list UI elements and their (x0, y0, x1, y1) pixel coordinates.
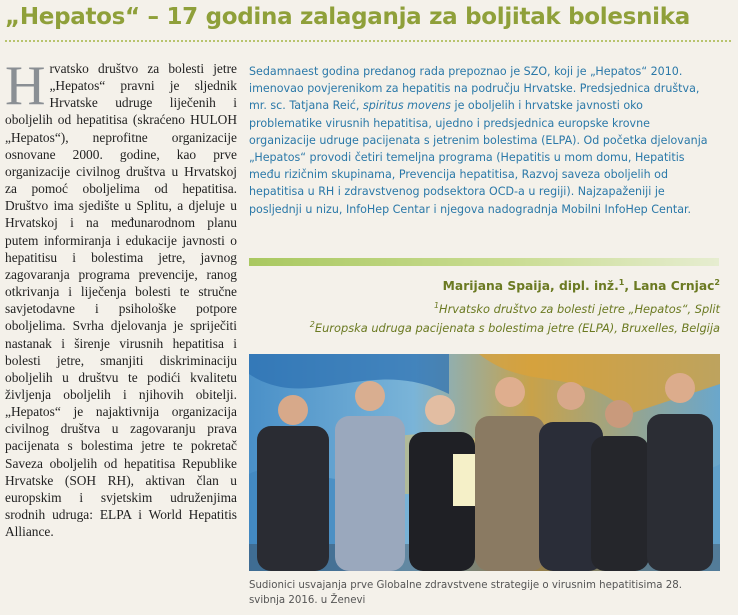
history-text-italic: spiritus movens (362, 99, 451, 113)
history-text-start: Sedamnaest godina predanog rada prepoznao je SZO, koji je „Hepatos“ 2010. imenovao povjerenikom za hepatitis na području Hrvatske. Predsjednica društva, mr. sc. Tatjana Reić, (249, 65, 700, 113)
article-title: „Hepatos“ – 17 godina zalaganja za boljitak bolesnika (5, 4, 690, 30)
photo-caption: Sudionici usvajanja prve Globalne zdravstvene strategije o virusnim hepatitisima 28. svibnja 2016. u Ženevi (249, 580, 682, 606)
author-2-sup: 2 (714, 277, 720, 287)
author-2: Lana Crnjac (633, 279, 715, 293)
author-1: Marijana Spaija, dipl. inž. (442, 279, 619, 293)
affiliation-2-text: Europska udruga pacijenata s bolestima jetre (ELPA), Bruxelles, Belgija (314, 321, 720, 335)
title-divider (5, 40, 731, 42)
history-text-end: je oboljelih i hrvatske javnosti oko problematike virusnih hepatitisa, ujedno i predsjednica europske krovne organizacije udruge pacijenata s jetrenim bolestima (ELPA). Od početka djelovanja „Hepatos“ provodi četiri temeljna programa (Hepatitis u mom domu, Hepatitis među rizičnim skupinama, Prevencija hepatitisa, Razvoj saveza oboljelih od hepatitisa u RH i zdravstvenog podsektora OCD-a u regiji). Najzapaženiji je posljednji u nizu, InfoHep Centar i njegova nadogradnja Mobilni InfoHep Centar. (249, 99, 708, 216)
affiliation-1 (249, 302, 720, 316)
green-divider-bar (249, 258, 719, 266)
author-1-sup: 1 (618, 277, 625, 287)
affiliation-2 (249, 321, 720, 335)
author-line: Marijana Spaija, dipl. inž.$^1$, Lana Crnjac$^2$ (442, 277, 720, 293)
affiliation-1-text: Hrvatsko društvo za bolesti jetre „Hepatos“, Split (439, 302, 720, 316)
intro-body: rvatsko društvo za bolesti jetre „Hepatos“ pravni je sljednik Hrvatske udruge liječenih i oboljelih od hepatitisa (skraćeno HULOH „Hepatos“), neprofitne organizacije osnovane 2000. godine, kao prve organizacije civilnog društva u Hrvatskoj za pomoć oboljelima od hepatitisa. Društvo ima sjedište u Splitu, a djeluje u Hrvatskoj i na međunarodnom planu putem informiranja i edukacije javnosti o hepatitisu i bolestima jetre, javnog zagovaranja programa prevencije, ranog otkrivanja i liječenja bolesti te stručne savjetodavne i psihološke potpore oboljelima. Svrha djelovanja je spriječiti nastanak i širenje virusnih hepatitisa i bolesti jetre, smanjiti diskriminaciju oboljelih u društvu te podići kvalitetu življenja oboljelih i njihovih obitelji. „Hepatos“ je najaktivnija organizacija civilnog društva u zagovaranju prava pacijenata s bolestima jetre te pokretač Saveza oboljelih od hepatitisa Republike Hrvatske (SOH RH), aktivan član u europskim i svjetskim udruženjima srodnih udruga: ELPA i World Hepatitis Alliance. (5, 61, 237, 540)
intro-paragraph (5, 60, 237, 540)
affiliation-2-sup: 2 (309, 320, 315, 330)
right-column-text (249, 63, 719, 218)
left-column-text (5, 60, 237, 615)
history-paragraph (249, 63, 719, 218)
group-photo (249, 354, 720, 571)
affiliation-1-sup: 1 (433, 301, 440, 311)
drop-cap: H (5, 60, 46, 117)
